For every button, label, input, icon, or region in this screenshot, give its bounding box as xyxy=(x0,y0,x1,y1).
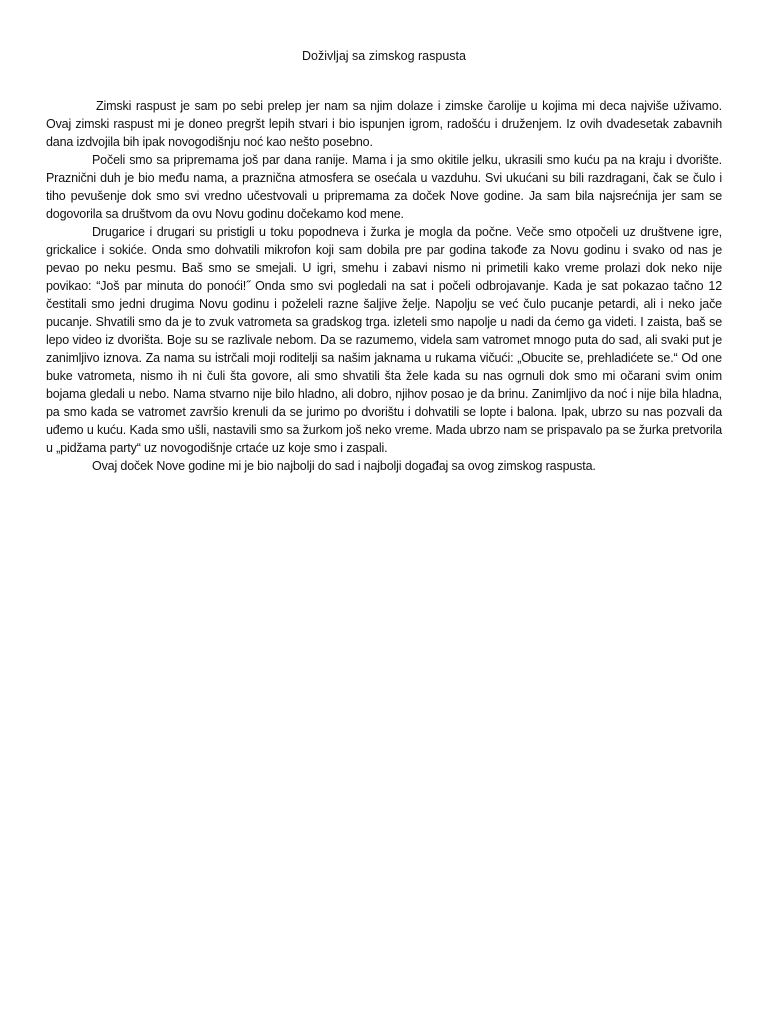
paragraph-intro: Zimski raspust je sam po sebi prelep jer nam sa njim dolaze i zimske čarolije u kojima mi deca najviše uživamo. Ovaj zimski raspust mi je doneo pregršt lepih stvari i bio ispunjen igrom, radošću i druženjem. Iz ovih dvadesetak zabavnih dana izdvojila bih ipak novogodišnju noć kao nešto posebno. xyxy=(46,99,722,149)
document-title: Doživljaj sa zimskog raspusta xyxy=(302,49,466,63)
paragraph-conclusion: Ovaj doček Nove godine mi je bio najbolji do sad i najbolji događaj sa ovog zimskog raspusta. xyxy=(92,459,596,473)
paragraph-preparations: Počeli smo sa pripremama još par dana ranije. Mama i ja smo okitile jelku, ukrasili smo kuću pa na kraju i dvorište. Praznični duh je bio među nama, a praznična atmosfera se osećala u vazduhu. Svi ukućani su bili razdragani, čak se čulo i tiho pevušenje dok smo svi vredno učestvovali u pripremama za doček Nove godine. Ja sam bila najsrećnija jer sam se dogovorila sa društvom da ovu Novu godinu dočekamo kod mene. xyxy=(46,153,722,221)
document-body xyxy=(46,97,722,475)
paragraph-party: Drugarice i drugari su pristigli u toku popodneva i žurka je mogla da počne. Veče smo otpočeli uz društvene igre, grickalice i sokiće. Onda smo dohvatili mikrofon koji sam dobila pre par godina takođe za Novu godinu i svako od nas je pevao po neku pesmu. Baš smo se smejali. U igri, smehu i zabavi nismo ni primetili kako vreme prolazi dok neko nije povikao: “Još par minuta do ponoći!˝ Onda smo svi pogledali na sat i počeli odbrojavanje. Kada je sat pokazao tačno 12 čestitali smo jedni drugima Novu godinu i poželeli razne šaljive želje. Napolju se već čulo pucanje petardi, ali i neko jače pucanje. Shvatili smo da je to zvuk vatrometa sa gradskog trga. izleteli smo napolje u nadi da ćemo ga videti. I zaista, baš se lepo video iz dvorišta. Boje su se razlivale nebom. Da se razumemo, videla sam vatromet mnogo puta do sad, ali svaki put je zanimljivo iznova. Za nama su istrčali moji roditelji sa našim jaknama u rukama vičući: „Obucite se, prehladićete se.“ Od one buke vatrometa, nismo ih ni čuli šta govore, ali smo shvatili šta žele kada su nas ogrnuli dok smo mi očarani svim onim bojama gledali u nebo. Nama stvarno nije bilo hladno, ali dobro, njihov posao je da brinu. Zanimljivo da noć i nije bila hladna, pa smo kada se vatromet završio krenuli da se jurimo po dvorištu i dohvatili se lopte i balona. Ipak, ubrzo su nas pozvali da uđemo u kuću. Kada smo ušli, nastavili smo sa žurkom još neko vreme. Mada ubrzo nam se prispavalo pa se žurka pretvorila u „pidžama party“ uz novogodišnje crtaće uz koje smo i zaspali. xyxy=(46,225,722,455)
